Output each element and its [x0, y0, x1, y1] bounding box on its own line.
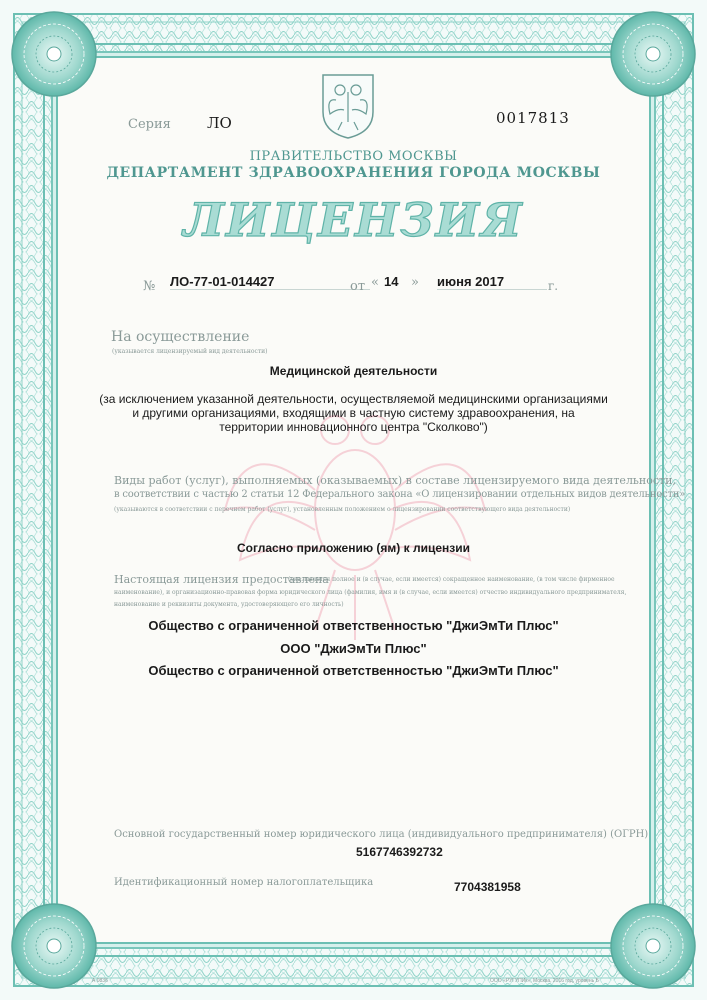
- ogrn-value: 5167746392732: [356, 845, 443, 859]
- footer-right: ООО «РУГУПИк», Москва, 2016 год, уровень Б: [490, 978, 599, 984]
- date-month-year: июня 2017: [437, 274, 547, 290]
- licensee-intro-1: Настоящая лицензия предоставлена: [114, 573, 329, 586]
- activity-exclusion-2: и другими организациями, входящими в частную систему здравоохранения, на: [132, 406, 575, 420]
- licensee-brand-name: Общество с ограниченной ответственностью "ДжиЭмТи Плюс": [148, 663, 559, 678]
- corner-rosette-bottom-left: [8, 900, 100, 992]
- inn-label: Идентификационный номер налогоплательщика: [114, 877, 374, 888]
- year-suffix: г.: [548, 279, 559, 293]
- activity-exclusion-3: территории инновационного центра "Сколково"): [219, 420, 488, 434]
- activity-heading: На осуществление: [111, 329, 250, 345]
- number-label: №: [143, 279, 156, 294]
- corner-rosette-top-left: [8, 8, 100, 100]
- series-label: Серия: [128, 117, 171, 132]
- date-day: 14: [384, 274, 399, 289]
- licensee-short-name: ООО "ДжиЭмТи Плюс": [280, 641, 427, 656]
- licensee-intro-1-hint: (указывается полное и (в случае, если имеется) сокращенное наименование, (в том числе фирменное: [288, 576, 615, 583]
- licensee-intro-3: наименование и реквизиты документа, удостоверяющего его личность): [114, 601, 344, 608]
- works-line-1: Виды работ (услуг), выполняемых (оказываемых) в составе лицензируемого вида деятельности,: [114, 474, 676, 487]
- license-number: ЛО-77-01-014427: [170, 274, 370, 290]
- quote-open: «: [371, 275, 379, 290]
- series-value: ЛО: [207, 114, 232, 132]
- inn-value: 7704381958: [454, 880, 521, 894]
- activity-hint: (указывается лицензируемый вид деятельности): [112, 348, 268, 355]
- works-line-2: в соответствии с частью 2 статьи 12 Федерального закона «О лицензировании отдельных видов деятельности»: [114, 489, 686, 500]
- licensee-intro-2: наименование), и организационно-правовая форма юридического лица (фамилия, имя и (в случае, если имеется) отчество индивидуального предпринимателя,: [114, 589, 627, 596]
- licensee-full-name: Общество с ограниченной ответственностью "ДжиЭмТи Плюс": [148, 618, 559, 633]
- date-from-label: от: [350, 279, 366, 294]
- corner-rosette-top-right: [607, 8, 699, 100]
- document-title: ЛИЦЕНЗИЯ: [183, 193, 524, 247]
- issuer-line-1: ПРАВИТЕЛЬСТВО МОСКВЫ: [249, 149, 458, 164]
- works-hint: (указываются в соответствии с перечнем работ (услуг), установленным положением о лицензировании соответствующего вида деятельности): [114, 506, 571, 513]
- works-value: Согласно приложению (ям) к лицензии: [237, 541, 470, 555]
- activity-name: Медицинской деятельности: [269, 364, 438, 378]
- quote-close: »: [411, 275, 419, 290]
- ogrn-label: Основной государственный номер юридического лица (индивидуального предпринимателя) (ОГРН): [114, 829, 649, 840]
- blank-number: 0017813: [496, 109, 570, 127]
- activity-exclusion-1: (за исключением указанной деятельности, осуществляемой медицинскими организациями: [99, 392, 608, 406]
- footer-left: А 0836: [92, 978, 108, 984]
- corner-rosette-bottom-right: [607, 900, 699, 992]
- issuer-line-2: ДЕПАРТАМЕНТ ЗДРАВООХРАНЕНИЯ ГОРОДА МОСКВЫ: [106, 165, 601, 181]
- coat-of-arms-icon: [318, 70, 378, 140]
